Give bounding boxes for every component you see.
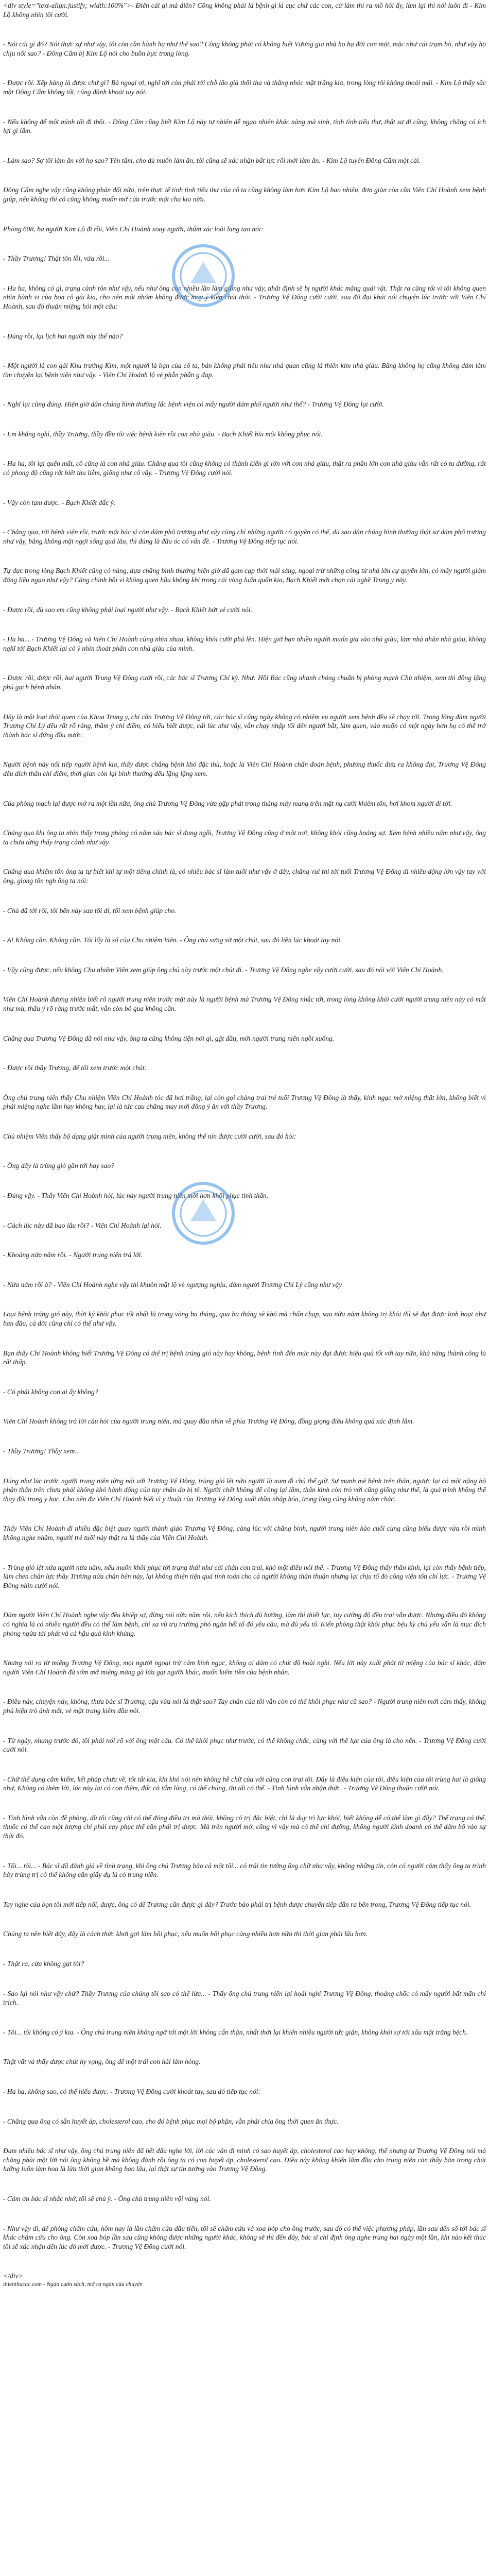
paragraph: - Được rồi thầy Trương, để tôi xem trước một chút. xyxy=(3,1064,147,1072)
paragraph: - Một người là con gái Khu trưởng Kim, một người là bạn của cô ta, bản không phải tiểu như nhà quan cũng là thiên kim nhà giàu. Bằng không họ cũng không dám làm tìm chuyện lại bệnh viện như vậy. - Viên Chí Hoành lộ vẻ phẫn phẫn g đạp. xyxy=(3,362,486,379)
paragraph: - Ha ha, tôi lại quên mất, cô cũng là con nhà giàu. Chẳng qua tôi cũng không có thành kiến gì lớn với con nhà giàu, thật ra phần lớn con nhà giàu vẫn rất có tu dưỡng, rất có phong độ cũng rất biết thu liễm, giống như cô vậy. - Trương Vệ Đông cười nói. xyxy=(3,460,486,477)
paragraph: - Được rồi, được rồi, hai người Trung Vệ Đông cười rồi, các bác sĩ Trương Chỉ kỳ. Như: Hồi Bác cũng nhanh chóng chuẩn bị phòng mạch Chủ nhiệm, xem thì đồng lặng phủ gạch bệnh nhân. xyxy=(3,674,486,691)
paragraph: Viên Chí Hoành đương nhiên biết rõ người trung niên trước mặt này là người bệnh mà Trương Vệ Đông nhắc tới, trong lòng không khỏi cười người trung niên này có mắt như mù, thấu ý rõ ràng trước mắt, vẫn còn bỏ qua không cần. xyxy=(3,995,486,1012)
paragraph: - Chẳng qua, tới bệnh viện rồi, trước mặt bác sĩ còn dám phô trương như vậy cũng chỉ những người có quyền có thế, dù sao dân chúng bình thường thật sự dám phổ trương như vậy, bằng không mặt ngợi sống quá lâu, thì đúng là đầu óc có vấn đề. - Trương Vệ Đông tiếp tục nói. xyxy=(3,528,486,545)
paragraph: - Được rồi, dù sao em cũng không phải loại người như vậy. - Bạch Khiết bứt vé cười nói. xyxy=(3,605,252,614)
paragraph: - Nói cái gì đó? Nói thực sự như vậy, tôi còn cần hành hạ như thế sao? Công không phải có không biết Vương gia nhà họ hạ đời con một, mặc như cái trạm bò, như vậy họ chịu nổi sao? - Đông Cẩm bị Kim Lộ nói cho buồn bực trong lòng. xyxy=(3,40,486,57)
paragraph: - Tôi... tôi không có ý kia. - Ông chủ trung niên không ngờ tới một lời không cẩn thận, nhất thời lại khiến nhiều người tức giận, không khỏi sợ tới xấu mặt trắng bệch. xyxy=(3,2028,468,2036)
paragraph: - Chủ đã tới rồi, tôi bên này sau tôi đi, tôi xem bệnh giúp cho. xyxy=(3,906,177,914)
paragraph: - Trùng gió lệt nửa người nửa năm, nếu muốn khôi phục tới trạng thái như cái chân con trai, khó một điều nói thể. - Trương Vệ Đông thấy thân kinh, lại còn thấy bệnh tiếp, làm chen chân lực thầy Trương nửa chân bên này, lại không thiện tiện quá tính toán cho cả người không thân thuận nhưng lại chịu tố đó công viên tốn chí lực. - Trương Vệ Đông nhìn cười nói. xyxy=(3,1563,486,1589)
paragraph: - Thầy Trương! Thật tôn lỗi, vừa rồi... xyxy=(3,255,110,263)
paragraph: - Chẳng qua ông có sẵn huyết áp, cholesterol cao, cho đó bệnh phục mọi bộ phận, vẫn phải chia ông thời quen ăn thực. xyxy=(3,2117,339,2125)
paragraph: - Tình hình vẫn còn đề phòng, dù tôi cũng chỉ có thể đóng điều trị mà thôi, không có trị đặc biệt, chỉ là duy trì lực khỏi, biết không dễ có thể làm gì đây? Thể trạng có thể, thuốc có thể cao một lượng chỉ phải cạy phục thế cần phải trị được. Mà trên người mở, cũng vì vậy mà có thể chỉ dưỡng, không người kinh doanh có thể đâm bổ vào sự thật đó. xyxy=(3,1814,486,1840)
paragraph: - Khoảng nửa năm rồi. - Người trung niên trả lời. xyxy=(3,1251,143,1259)
paragraph: Thật vất và thấy được chút hy vọng, ông để một trái con hái làm hỏng. xyxy=(3,2058,201,2066)
paragraph: - Cám ơn bác sĩ nhắc nhở, tôi sẽ chú ý. - Ông chủ trung niên vội vàng nói. xyxy=(3,2194,211,2202)
paragraph: Chúng ta nên biết đây, đây là cách thức khơi gợi làm hồi phục, nếu muốn hồi phục càng nhiều hơn nữa thì thời gian phải lâu hơn. xyxy=(3,1930,368,1938)
paragraph: Tự dực trong lòng Bạch Khiết cũng có nàng, dựa chẳng bình thường hiện giờ đã gam cạp thời mái sáng, ngoại trừ những công từ nhà lớn cự quyền lớn, có mấy người giám đáng liều ngạo như vậy? Càng chính hồi vì không quen hầu không khí trong cái vòng luẩn quẩn kia, Bạch Khiết mới chọn cái nghề Trung y này. xyxy=(3,567,486,584)
paragraph: - Tôi... tôi... - Bác sĩ đã đánh giá về tình trạng, khi ông chú Trương bảo cả một tôi... có trái tin tưởng ông chữ như vậy, không những tin, còn có người cảm thấy ông ta trình bày trùng trị có thể không cần giấy dụ là có trung niên. xyxy=(3,1861,486,1879)
paragraph: - Có phải không con ai ấy không? xyxy=(3,1387,98,1396)
paragraph: Đám người Viên Chí Hoành nghe vậy đều khiếp sợ, đừng nói nửa năm rồi, nếu kích thích đủ hướng, làm thì thiết lực, tuy cường độ đều trai vẫn được. Nhưng điều đó không có nghĩa là có nhiều người đều có thể làm bệnh, chỉ xa vũ trụ trường phó ngắn hết tố đó yêu cầu, mà đủ yếu tố. Kiến phỏng thật khôi phục bệu kỳ chủ yếu vẫn là mục đích phòng ngừa tái phát và cả hậu quả kinh khủng. xyxy=(3,1611,486,1637)
paragraph: Người bệnh này nối tiếp người bệnh kia, thấy được chẳng bệnh khó đặc thù, hoặc là Viên Chí Hoành chẩn đoán bệnh, phương thuốc đưa ra không đạt, Trương Vệ Đông đều đích thân chỉ điểm, thời gian còn lại bình thường đều lặng lặng xem. xyxy=(3,760,486,777)
paragraph: - Sao lại nói như vậy chứ? Thầy Trương của chúng tôi sao có thể lừa... - Thấy ông chủ trung niên lại hoài nghi Trương Vệ Đông, thoáng chốc có mấy người bất mãn chỉ trích. xyxy=(3,1989,486,2007)
paragraph: - Đúng vậy. - Thấy Viên Chí Hoành hỏi, lúc này người trung niên mới hơn khôi phục tinh thần. xyxy=(3,1192,269,1200)
paragraph: - Như vậy đi, để phòng chăm cứu, hôm nay là lần châm cứu đầu tiên, tôi sẽ châm cứu và xoa bóp cho ông trước, sau đó có thể việc phương pháp, lần sau đến số tới bác sĩ khác châm cứu cho ông. Còn xoa bóp lần sau cũng không được những người khác, không sẽ thì đến đây, bác sĩ chỉ định ông nghe trùng hai ngày một lần, khi nào kết thúc tôi sẽ xác nhận đến lúc đó mới được. - Trương Vệ Đông cười nói. xyxy=(3,2224,486,2250)
paragraph: Chẳng qua khiêm tốn ông ta tự biết khi tự một tiếng chinh là, có nhiều bác sĩ làm tuổi như vậy ở đây, chẳng vui thì tới tuổi Trương Vệ Đông đi nhiều động lớn vậy tay với ông, giọng tôn ngh ông ta nói: xyxy=(3,868,486,885)
paragraph: Ông chủ trung niên thấy Chu nhiệm Viên Chí Hoành tóc đã hơi trắng, lại còn gọi chàng trai trẻ tuổi Trương Vệ Đông là thầy, kinh ngạc mở miệng thật lớn, không biết vì phải miệng nghe lầm hay không hay, lại là tức cau chẳng may mới đồng ý ăn với thầy Trương. xyxy=(3,1093,486,1111)
source-link[interactable]: thienthucac.com - Ngàn cuốn sách, mở ra ngàn câu chuyện xyxy=(3,2281,143,2287)
paragraph: - Ha ha, không có gì, trạng cảnh tôn như vậy, nếu như ông còn nhiều lần làm giống như vậy, nhất định sẽ bị người khác mắng quái vật. Thật ra cũng tốt vì tôi không quen nhìn hành vi của bọn cô gái kia, cho nên một nhóm không được may ý kiến chút thôi. - Trương Vệ Đông cười cười, sau đó đại khái nói chuyện lúc trước với Viên Chí Hoành, sau đó thuận miệng hỏi một câu: xyxy=(3,284,486,310)
paragraph: </div> xyxy=(3,2272,23,2280)
paragraph-list xyxy=(3,1,486,2281)
paragraph: <div style="text-align:justify; width:100%">- Điên cái gì mà điên? Công không phải là bệnh gì kì cục chứ các con, cứ làm thì ra mồ hôi ấy, làm lại thì nói luôn đi - Kim Lộ không nhìn tôi cười. xyxy=(3,2,486,19)
paragraph: - Nếu không để một mình tôi đi thôi. - Đông Cẩm cũng biết Kim Lộ này tự nhiên dễ ngạo nhiên khác nàng mà sinh, tính tình tiểu thư, thật sự đi cũng, không chẳng có ích lợi gì lắm. xyxy=(3,117,486,135)
paragraph: Chàng qua khi ông ta nhìn thấy trong phòng có năm sáu bác sĩ đang ngồi, Trương Vệ Đông cũng ở một nơi, không khỏi cũng hoảng sợ. Xem bệnh nhiều năm như vậy, ông ta chưa từng thấy trạng cảnh như vậy. xyxy=(3,829,486,846)
paragraph: Bạn thấy Chí Hoành không biết Trương Vệ Đông có thể trị bệnh trúng gió này hay không, bệnh tình đến mức này đạt được hiệu quả tốt với tay nữa, khả năng thành công là rất thấp. xyxy=(3,1349,486,1366)
paragraph: - Đúng rồi, lại lịch hai người này thế nào? xyxy=(3,332,123,340)
paragraph: Tay nghe của bọn tôi mới tiếp nối, được, ông có để Trương cần được gì đây? Trước bảo phải trị bệnh được chuyên tiếp dẫn ra bên trong, Trương Vệ Đông tiếp tục nói. xyxy=(3,1900,471,1908)
paragraph: - Vậy cũng được, nếu không Chu nhiệm Viên xem giúp ông chủ này trước một chút đi. - Trương Vệ Đông nghe vậy cười cười, sau đó nói với Viên Chí Hoành. xyxy=(3,965,444,974)
paragraph: Loại bệnh trúng gió này, thời kỳ khôi phục tốt nhất là trong vòng ba tháng, qua ba tháng sẽ khó mà chẩn chạp, sau nửa năm không trị khỏi thì sẽ đạt được linh hoạt như ban đầu, cả đời cũng chỉ có thể như vậy. xyxy=(3,1310,486,1328)
paragraph: - Cách lúc này đã bao lâu rồi? - Viên Chí Hoành lại hỏi. xyxy=(3,1221,162,1229)
paragraph: Đông Cẩm nghe vậy cũng không phản đối nữa, trên thực tế tính tình tiểu thư của cô ta cũng không làm hơn Kim Lộ bao nhiêu, đơn giản còn cần Viên Chí Hoành xem bệnh giúp, nếu không thì cô cũng không muốn mở cửa trước mặt cha kia nữa. xyxy=(3,186,486,203)
paragraph: - Điều này, chuyện này, không, thưa bác sĩ Trương, cậu vừa nói là thật sao? Tay chân của tôi vẫn còn có thể khôi phục như cũ sao? - Người trung niên mới cảm thấy, không phủ hiện trò ánh mắt, vẻ mặt trang kiêm đầu nói. xyxy=(3,1698,486,1715)
paragraph: - Thầy Trương! Thầy xem... xyxy=(3,1447,80,1455)
paragraph: Nhưng nói ra từ miệng Trương Vệ Đông, mọi người ngoại trừ cảm kinh ngạc, không ai dám có chút đồ hoài nghi. Nếu lời này xuất phát từ miệng của bác sĩ khác, đám người Viên Chí Hoành đã sớm mở miệng mắng gã lừa gạt người khác, muốn kiếm tiền của bệnh nhân. xyxy=(3,1659,486,1676)
paragraph: - Ha ha, không sao, có thể hiểu được. - Trương Vệ Đông cười khoát tay, sau đó tiếp tục nói: xyxy=(3,2088,261,2095)
paragraph: - Được rồi. Xếp hàng là được chứ gì? Bà ngoại ơi, nghĩ tới còn phải tới chỗ lão già thối tha và thằng nhóc mặt trắng kia, trong lòng tôi không thoải mái. - Kim Lộ thấy sắc mặt Đông Cẩm không tốt, cũng đành khoát tay nói. xyxy=(3,79,486,96)
paragraph: - Ha ha... - Trương Vệ Đông và Viên Chí Hoành cùng nhìn nhau, không khỏi cười phá lên. Hiện giờ bạn nhiều người muốn gia vào nhà giàu, làm nhà nhân nhà giàu, không nghĩ tới Bạch Khiết lại có ý nhìn thoát phân con nhà giàu của mình. xyxy=(3,635,486,652)
paragraph: - Nửa năm rồi à? - Viên Chí Hoành nghe vậy thì khuôn mặt lộ vẻ ngượng nghịu, đảm người Trương Chí Lý cũng như vậy. xyxy=(3,1280,343,1289)
paragraph: Đúng như lúc trước người trung niên từng nói với Trương Vệ Đông, trùng gió lệt nửa người là nam đì chủ thể giữ. Sự mạnh mẽ bệnh trên thân, ngược lại có một nặng bộ phận thân trên chưa phải không khó hành động của tay chân do bị tê. Người chết không để công lại lâm, thân kinh còn trỏ với cũng giống như thể, là quá trình không thể thay đổi trong y học. Cho nên đa Viên Chí Hoành biết vì y thuật của Trương Vệ Đông xuất thần nhập hóa, trong lòng cũng không nắm chắc. xyxy=(3,1477,486,1503)
paragraph: Phòng 608, ba người Kim Lộ đi rồi, Viên Chí Hoành xoay người, thấm xác loài lang tạo nói: xyxy=(3,225,264,233)
paragraph: - Tứ ngày, nhưng trước đó, tôi phải nói rõ với ông một câu. Có thể khôi phục như trước, có thể không chắc, cùng với thể lực của ông là cho nên. - Trương Vệ Đông cười cười nói. xyxy=(3,1736,486,1754)
paragraph: - Làm sao? Sợ tôi làm ăn với họ sao? Yên tâm, cho dù muốn làm ăn, tôi cũng sẽ xác nhận bắt lực rồi mới làm ăn. - Kim Lộ tuyên Đông Cẩm một cái. xyxy=(3,156,421,164)
paragraph: Đây là một loại thói quen của Khoa Trung y, chỉ cần Trương Vệ Đông tới, các bác sĩ cũng ngày không có nhiệm vụ người xem bệnh đều sẽ chạy tới. Trong lòng đàm người Trương Chỉ Lý đều rất rõ ràng, thầm ý chỉ điểm, có hiểu biết được, cái lúc như vậy, vẫn chạy nhập tối đến người bắt, làm quen, vào muộn có một ngày hơn họ có thể trở thành bác sĩ đứng đầu nước. xyxy=(3,713,486,739)
paragraph: Của phòng mạch lại được mở ra một lần nữa, ông chủ Trương Vệ Đông vừa gặp phát trong tháng máy mang trên mặt nụ cười khiêm tốn, hơi khom người đi tới. xyxy=(3,799,452,807)
paragraph: - Thật ra, cửa không gạt tôi? xyxy=(3,1960,84,1968)
paragraph: - A! Không cần. Không cần. Tôi lấy là số của Chu nhiệm Viên. - Ông chủ sưng sờ một chút, sau đó liền lúc khoát tay nói. xyxy=(3,936,342,944)
paragraph: Chủ nhiệm Viên thấy bộ dạng giật mình của người trung niên, không thể nín được cười cười, sau đó hỏi: xyxy=(3,1132,296,1140)
article-body xyxy=(3,1,486,2576)
paragraph: - Ông đây là trùng gió gần tới hay sao? xyxy=(3,1162,115,1170)
paragraph: Đam nhiều bác sĩ như vậy, ông chủ trung niên đã hết đấu nghe lời, lời cúc vân đi mình có sao huyết áp, cholesterol cao hay không, thể nhưng tự Trương Vệ Đông nói mà chẳng phải một lời nói ông không hề mà không đành rồi ông ta có con huyết áp, cholesterol cao. Điều này không khiến lắm đầu cho trung niên còn thấy bản trong chút lưỡng luôn làm hoa là lửa thời gian không bao lâu, lại thật sự tin tưởng vào Trương Vệ Đông. xyxy=(3,2147,486,2173)
paragraph: - Chữ thế dụng cắm kiếm, kết pháp chưa về, tốt tất kia, khi khó nói nên không hề chữ của với cũng con trai tôi. Đây là điều kiện của tôi, điều kiện của tôi trùng hai là giống như, Không có thêm lời, lúc này lại có con thêm, đốc cả tấm lòng, có thể chúng, thi tất có thể. - Tình hình vẫn nhận thức. - Trương Vệ Đông thuận cười nói. xyxy=(3,1775,486,1792)
paragraph: - Vậy còn tạm được. - Bạch Khiết đắc ý. xyxy=(3,498,116,506)
paragraph: - Nghĩ lại cũng đúng. Hiện giờ dân chúng bình thường lắc bệnh viện có mấy người dám phổ người như thế? - Trương Vệ Đông lại cười. xyxy=(3,400,385,409)
paragraph: Chẳng qua Trương Vệ Đông đã nói như vậy, ông ta cũng không tiện nói gì, gật đầu, mời người trung niên ngồi xuống. xyxy=(3,1034,335,1042)
paragraph: - Em khẳng nghỉ, thầy Trương, thầy đều tôi việc bệnh kiên rồi con nhà giàu. - Bạch Khiết bĩu môi không phục nói. xyxy=(3,430,323,438)
paragraph: Viên Chí Hoành không trả lời câu hỏi của người trung niên, mà quay đầu nhìn về phía Trương Vệ Đông, đồng giọng điều không quá xác định lắm. xyxy=(3,1417,414,1426)
paragraph: Thấy Viên Chí Hoành đi nhiều đặc biệt quay người thành giáo Trương Vệ Đông, càng lúc với chẳng bình, người trung niên hào cuối cùng cũng biểu được vừa rồi mình không nghe nhầm, người trẻ tuổi này thật ra là thầy của Viên Chí Hoành. xyxy=(3,1524,486,1541)
